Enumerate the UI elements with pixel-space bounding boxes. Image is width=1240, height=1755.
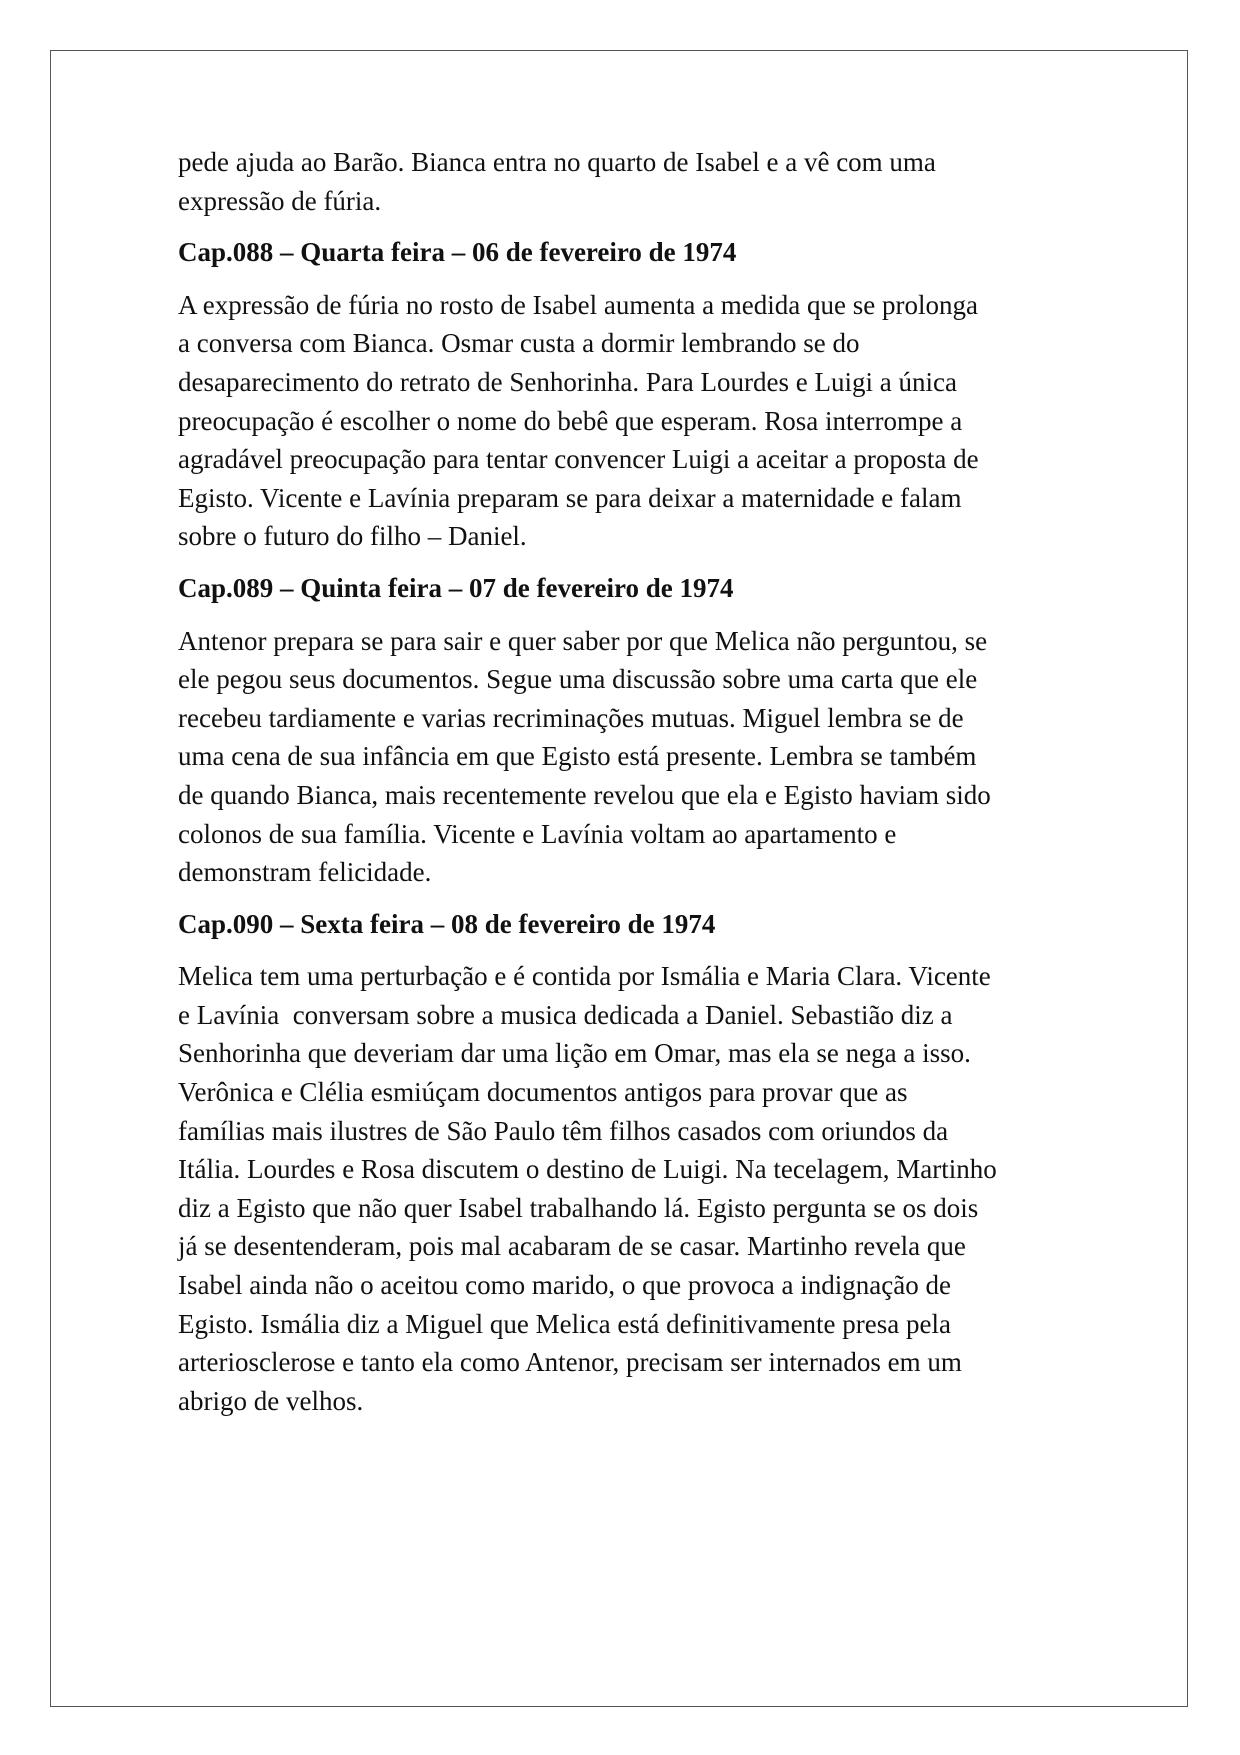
text-line: diz a Egisto que não quer Isabel trabalhando lá. Egisto pergunta se os dois xyxy=(178,1192,979,1223)
text-line: Senhorinha que deveriam dar uma lição em Omar, mas ela se nega a isso. xyxy=(178,1038,971,1069)
text-line: uma cena de sua infância em que Egisto está presente. Lembra se também xyxy=(178,741,977,772)
paragraph-2 xyxy=(178,286,1078,556)
text-line: Verônica e Clélia esmiúçam documentos antigos para provar que as xyxy=(178,1077,908,1108)
text-line: famílias mais ilustres de São Paulo têm filhos casados com oriundos da xyxy=(178,1115,949,1146)
text-line: desaparecimento do retrato de Senhorinha. Para Lourdes e Luigi a única xyxy=(178,366,957,397)
text-line: sobre o futuro do filho – Daniel. xyxy=(178,521,527,552)
text-line: demonstram felicidade. xyxy=(178,857,432,888)
chapter-heading-1 xyxy=(178,233,1078,272)
paragraph-1 xyxy=(178,143,1078,220)
text-line: A expressão de fúria no rosto de Isabel aumenta a medida que se prolonga xyxy=(178,289,978,320)
paragraph-3 xyxy=(178,622,1078,892)
text-line: Melica tem uma perturbação e é contida por Ismália e Maria Clara. Vicente xyxy=(178,961,991,992)
text-line: Cap.090 – Sexta feira – 08 de fevereiro de 1974 xyxy=(178,908,716,939)
text-line: e Lavínia conversam sobre a musica dedicada a Daniel. Sebastião diz a xyxy=(178,999,953,1030)
text-line: arteriosclerose e tanto ela como Antenor, precisam ser internados em um xyxy=(178,1347,962,1378)
text-line: preocupação é escolher o nome do bebê que esperam. Rosa interrompe a xyxy=(178,405,963,436)
text-line: Egisto. Ismália diz a Miguel que Melica está definitivamente presa pela xyxy=(178,1308,951,1339)
text-line: abrigo de velhos. xyxy=(178,1385,364,1416)
text-line: Cap.088 – Quarta feira – 06 de fevereiro de 1974 xyxy=(178,237,737,268)
text-line: Antenor prepara se para sair e quer saber por que Melica não perguntou, se xyxy=(178,625,988,656)
text-line: expressão de fúria. xyxy=(178,185,382,216)
text-line: a conversa com Bianca. Osmar custa a dormir lembrando se do xyxy=(178,328,860,359)
chapter-heading-3 xyxy=(178,905,1078,944)
text-line: de quando Bianca, mais recentemente revelou que ela e Egisto haviam sido xyxy=(178,779,991,810)
text-line: agradável preocupação para tentar convencer Luigi a aceitar a proposta de xyxy=(178,444,979,475)
text-line: Isabel ainda não o aceitou como marido, o que provoca a indignação de xyxy=(178,1270,951,1301)
text-line: pede ajuda ao Barão. Bianca entra no quarto de Isabel e a vê com uma xyxy=(178,147,936,177)
paragraph-4 xyxy=(178,957,1078,1420)
text-line: ele pegou seus documentos. Segue uma discussão sobre uma carta que ele xyxy=(178,664,978,695)
text-line: recebeu tardiamente e varias recriminações mutuas. Miguel lembra se de xyxy=(178,702,964,733)
text-line: já se desentenderam, pois mal acabaram de se casar. Martinho revela que xyxy=(178,1231,966,1262)
text-line: Egisto. Vicente e Lavínia preparam se para deixar a maternidade e falam xyxy=(178,482,962,513)
document-body xyxy=(178,143,1078,1433)
chapter-heading-2 xyxy=(178,569,1078,608)
text-line: colonos de sua família. Vicente e Lavínia voltam ao apartamento e xyxy=(178,818,897,849)
text-line: Itália. Lourdes e Rosa discutem o destino de Luigi. Na tecelagem, Martinho xyxy=(178,1154,997,1185)
text-line: Cap.089 – Quinta feira – 07 de fevereiro de 1974 xyxy=(178,572,734,603)
